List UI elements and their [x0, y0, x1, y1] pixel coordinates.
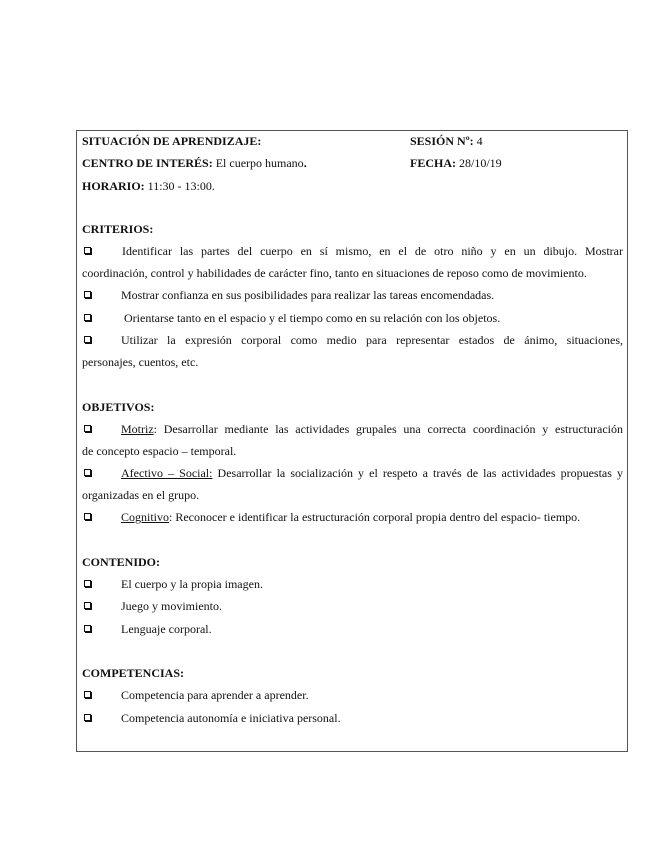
objetivo-3-label: Cognitivo: [121, 510, 170, 524]
checkbox-icon: [84, 602, 91, 609]
situacion-label: SITUACIÓN DE APRENDIZAJE:: [82, 134, 262, 148]
objetivo-3-text: : Reconocer e identificar la estructuración corporal propia dentro del espacio- tiempo.: [169, 510, 581, 524]
sesion-label: SESIÓN Nº:: [410, 134, 474, 148]
fecha-field: [410, 156, 502, 170]
centro-value: El cuerpo humano: [215, 156, 304, 170]
objetivo-1-label: Motriz: [121, 422, 154, 436]
fecha-value: 28/10/19: [459, 156, 502, 170]
objetivo-2-label: Afectivo – Social:: [121, 466, 213, 480]
objetivo-1-text: : Desarrollar mediante las actividades grupales una correcta coordinación y estructuración: [153, 422, 623, 436]
competencia-item: Competencia para aprender a aprender.: [121, 688, 309, 702]
horario-label: HORARIO:: [82, 179, 145, 193]
contenido-item: El cuerpo y la propia imagen.: [121, 577, 263, 591]
checkbox-icon: [84, 469, 91, 476]
criterio-1-line-2: coordinación, control y habilidades de carácter fino, tanto en situaciones de reposo como de movimiento.: [82, 266, 587, 280]
criterio-3: Orientarse tanto en el espacio y el tiempo como en su relación con los objetos.: [124, 311, 501, 325]
objetivo-1-line-1: [121, 422, 623, 436]
checkbox-icon: [84, 691, 91, 698]
checkbox-icon: [84, 580, 91, 587]
checkbox-icon: [84, 314, 91, 321]
checkbox-icon: [84, 291, 91, 298]
objetivos-title: OBJETIVOS:: [82, 400, 155, 414]
sesion-field: [410, 134, 483, 148]
checkbox-icon: [84, 714, 91, 721]
contenido-item: Lenguaje corporal.: [121, 622, 212, 636]
centro-dot: .: [303, 156, 307, 170]
criterio-4-line-2: personajes, cuentos, etc.: [82, 355, 199, 369]
checkbox-icon: [84, 625, 91, 632]
centro-field: [82, 156, 307, 170]
criterio-2: Mostrar confianza en sus posibilidades para realizar las tareas encomendadas.: [121, 288, 495, 302]
competencias-title: COMPETENCIAS:: [82, 666, 185, 680]
objetivo-2-line-2: organizadas en el grupo.: [82, 488, 200, 502]
horario-value: 11:30 - 13:00.: [147, 179, 215, 193]
checkbox-icon: [84, 336, 91, 343]
objetivo-3: [121, 510, 580, 524]
checkbox-icon: [84, 513, 91, 520]
fecha-label: FECHA:: [410, 156, 456, 170]
contenido-title: CONTENIDO:: [82, 555, 161, 569]
checkbox-icon: [84, 247, 91, 254]
horario-field: [82, 179, 215, 193]
objetivo-2-line-1: [121, 466, 623, 480]
criterio-1-line-1: Identificar las partes del cuerpo en sí mismo, en el de otro niño y en un dibujo. Mostrar: [122, 244, 623, 258]
checkbox-icon: [84, 425, 91, 432]
competencia-item: Competencia autonomía e iniciativa personal.: [121, 711, 341, 725]
contenido-item: Juego y movimiento.: [121, 599, 222, 613]
session-frame: [76, 130, 628, 752]
criterios-title: CRITERIOS:: [82, 222, 154, 236]
objetivo-1-line-2: de concepto espacio – temporal.: [82, 444, 237, 458]
criterio-4-line-1: Utilizar la expresión corporal como medio para representar estados de ánimo, situaciones,: [121, 333, 623, 347]
sesion-value: 4: [476, 134, 483, 148]
objetivo-2-text: Desarrollar la socialización y el respeto a través de las actividades propuestas y: [212, 466, 623, 480]
centro-label: CENTRO DE INTERÉS:: [82, 156, 213, 170]
